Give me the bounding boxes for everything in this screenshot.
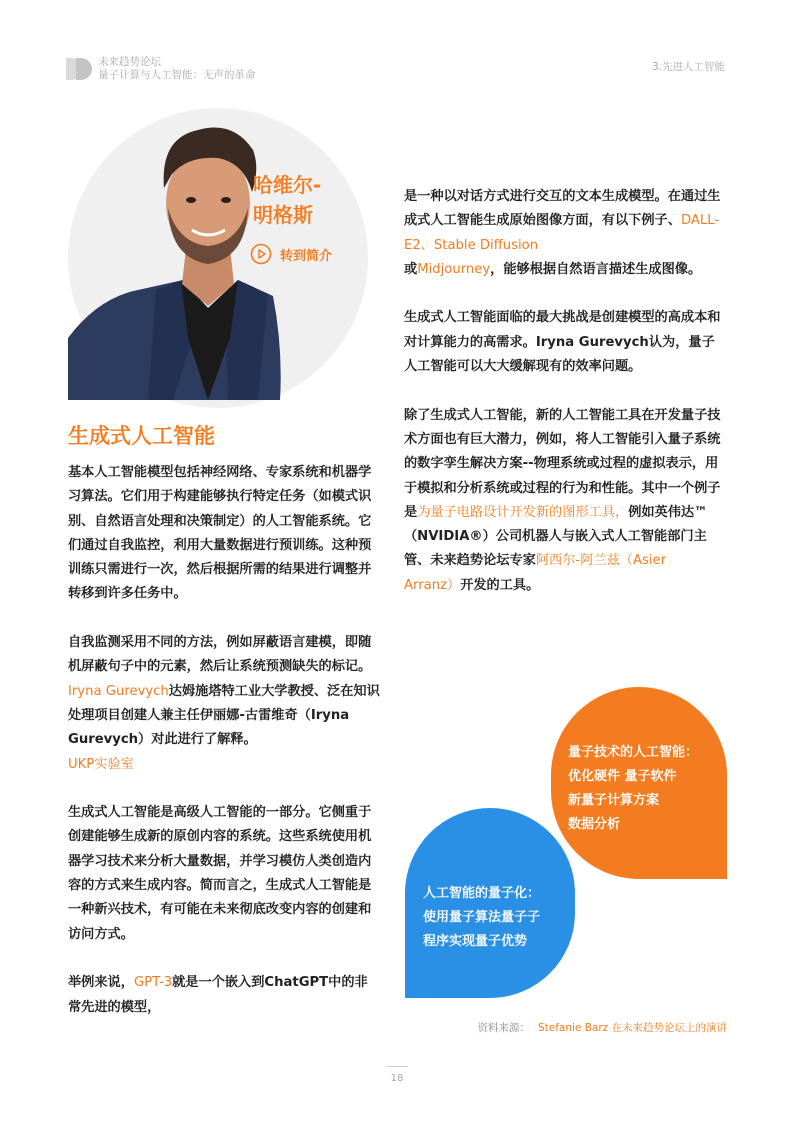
blue-bubble-line1: 人工智能的量子化： xyxy=(423,886,541,901)
right-column xyxy=(404,185,722,622)
right-paragraph-3 xyxy=(404,404,722,598)
right-paragraph-2: 生成式人工智能面临的最大挑战是创建模型的高成本和对计算能力的高需求。Iryna Gurevych认为，量子人工智能可以大大缓解现有的效率问题。 xyxy=(404,310,721,375)
blue-bubble-line2: 使用量子算法量子子 xyxy=(423,910,541,925)
left-p4-text-b: 就是一个嵌入到ChatGPT中的非常先进的模型， xyxy=(68,975,368,1015)
link-midjourney[interactable]: Midjourney xyxy=(417,261,491,277)
left-paragraph-3: 生成式人工智能是高级人工智能的一部分。它侧重于创建能够生成新的原创内容的系统。这些系统使用机器学习技术来分析大量数据，并学习模仿人类创造内容的方式来生成内容。简而言之，生成式人工智能是一种新兴技术，有可能在未来彻底改变内容的创建和访问方式。 xyxy=(68,805,372,942)
profile-link[interactable] xyxy=(250,243,332,265)
right-p3-text-a: 除了生成式人工智能，新的人工智能工具在开发量子技术方面也有巨大潜力，例如，将人工智能引入量子系统的数字孪生解决方案--物理系统或过程的虚拟表示，用于模拟和分析系统或过程的行为和性能。其中一个例子是 xyxy=(404,407,721,520)
left-p4-text-a: 举例来说， xyxy=(68,975,134,991)
orange-bubble-line2: 优化硬件 量子软件 xyxy=(568,769,677,784)
orange-bubble-line4: 数据分析 xyxy=(568,817,621,832)
page-number-rule xyxy=(386,1066,408,1067)
double-d-logo-icon xyxy=(66,58,92,80)
quantum-for-ai-bubble xyxy=(405,808,575,998)
speaker-name xyxy=(253,170,363,230)
right-p1-text-b: 或 xyxy=(404,261,418,277)
page-number: 18 xyxy=(390,1073,404,1084)
ai-for-quantum-bubble xyxy=(551,687,727,879)
play-circle-icon xyxy=(250,243,272,265)
section-heading: 生成式人工智能 xyxy=(68,424,215,448)
right-p1-text-c: ，能够根据自然语言描述生成图像。 xyxy=(490,261,702,277)
left-p2-text-a: 自我监测采用不同的方法，例如屏蔽语言建模，即随机屏蔽句子中的元素，然后让系统预测缺失的标记。 xyxy=(68,635,372,675)
left-paragraph-4 xyxy=(68,971,380,1020)
right-paragraph-1 xyxy=(404,185,722,282)
source-name: Stefanie Barz 在未来趋势论坛上的演讲 xyxy=(537,1022,727,1034)
left-paragraph-2 xyxy=(68,631,380,777)
header-title-line2: 量子计算与人工智能：无声的革命 xyxy=(98,69,256,81)
right-p3-text-c: 开发的工具。 xyxy=(460,577,540,593)
link-ukp-lab[interactable]: UKP实验室 xyxy=(68,756,134,772)
profile-link-label[interactable]: 转到简介 xyxy=(280,248,333,264)
header-title-line1: 未来趋势论坛 xyxy=(98,56,161,68)
left-column xyxy=(68,461,380,1044)
right-p3-text-b: 例如英伟达™（NVIDIA®）公司机器人与嵌入式人工智能部门主管、未来趋势论坛专家 xyxy=(404,504,708,569)
link-asier-arranz[interactable]: 阿西尔-阿兰兹（Asier Arranz） xyxy=(404,553,680,593)
header-section-label: 3.先进人工智能 xyxy=(651,61,725,73)
link-dalle-stable-diffusion[interactable]: DALL-E2、Stable Diffusion xyxy=(404,213,720,253)
source-label: 资料来源： xyxy=(477,1022,530,1034)
left-paragraph-1: 基本人工智能模型包括神经网络、专家系统和机器学习算法。它们用于构建能够执行特定任务（如模式识别、自然语言处理和决策制定）的人工智能系统。它们通过自我监控，利用大量数据进行预训练。这种预训练只需进行一次，然后根据所需的结果进行调整并转移到许多任务中。 xyxy=(68,465,372,602)
orange-bubble-line1: 量子技术的人工智能： xyxy=(568,745,699,760)
header-title xyxy=(98,56,256,82)
source-note xyxy=(477,1020,727,1035)
right-p1-text-a: 是一种以对话方式进行交互的文本生成模型。在通过生成式人工智能生成原始图像方面，有以下例子、 xyxy=(404,189,721,229)
speaker-name-line2: 明格斯 xyxy=(253,203,313,227)
speaker-name-line1: 哈维尔- xyxy=(253,173,322,197)
orange-bubble-line3: 新量子计算方案 xyxy=(568,793,660,808)
link-gpt3[interactable]: GPT-3 xyxy=(133,975,173,991)
left-p2-text-b: 达姆施塔特工业大学教授、泛在知识处理项目创建人兼主任伊丽娜-古雷维奇（Iryna Gurevych）对此进行了解释。 xyxy=(68,683,380,748)
blue-bubble-line3: 程序实现量子优势 xyxy=(423,934,528,949)
link-iryna-gurevych[interactable]: Iryna Gurevych xyxy=(68,683,169,699)
link-quantum-circuit-tool[interactable]: 为量子电路设计开发新的图形工具， xyxy=(417,504,629,520)
